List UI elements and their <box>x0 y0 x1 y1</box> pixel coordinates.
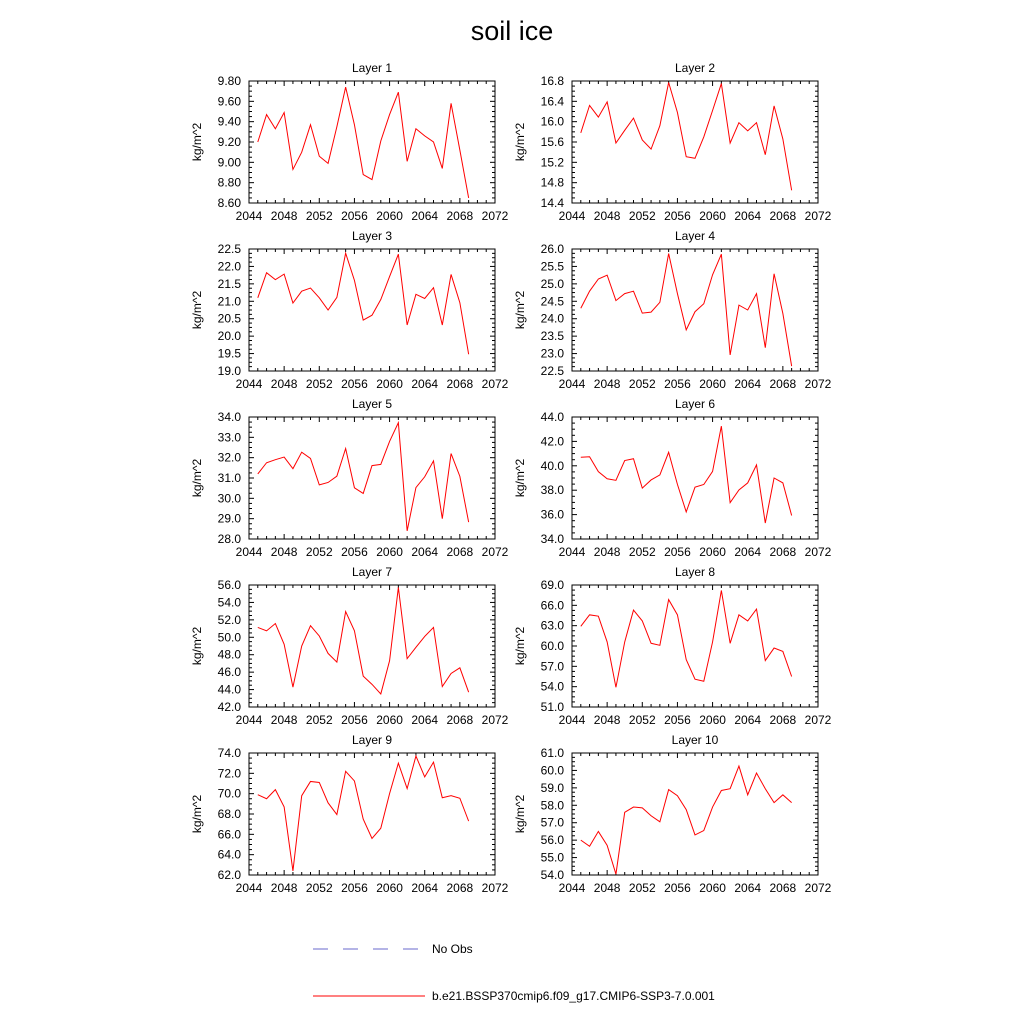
x-tick-label: 2052 <box>628 713 656 727</box>
y-tick-label: 60.0 <box>540 639 564 653</box>
x-tick-label: 2056 <box>664 209 691 223</box>
y-tick-label: 20.0 <box>217 329 241 344</box>
x-tick-label: 2072 <box>481 713 509 727</box>
series-line <box>258 423 469 531</box>
x-tick-label: 2048 <box>593 881 621 895</box>
x-tick-label: 2048 <box>270 881 298 895</box>
x-tick-label: 2068 <box>769 545 797 559</box>
x-tick-label: 2048 <box>270 545 298 559</box>
x-tick-label: 2056 <box>341 713 368 727</box>
y-tick-label: 29.0 <box>217 511 241 526</box>
series-line <box>581 426 792 523</box>
y-tick-label: 9.80 <box>217 74 241 88</box>
panel-layer-3 <box>190 229 509 391</box>
y-tick-label: 30.0 <box>217 491 241 506</box>
x-tick-label: 2060 <box>376 209 403 223</box>
panel-title: Layer 6 <box>674 397 716 411</box>
panel-title: Layer 9 <box>351 733 393 747</box>
x-tick-label: 2072 <box>804 881 832 895</box>
y-tick-label: 44.0 <box>217 682 241 697</box>
y-tick-label: 44.0 <box>540 410 564 424</box>
series-line <box>581 590 792 687</box>
x-tick-label: 2052 <box>628 881 656 895</box>
y-axis-label: kg/m^2 <box>513 794 527 834</box>
x-tick-label: 2056 <box>341 545 368 559</box>
panel-layer-7 <box>190 565 509 727</box>
panel-layer-1 <box>190 61 509 223</box>
x-tick-label: 2064 <box>411 713 439 727</box>
y-tick-label: 50.0 <box>217 630 241 645</box>
y-tick-label: 63.0 <box>540 618 564 633</box>
plot-frame <box>249 585 495 707</box>
y-tick-label: 9.40 <box>217 114 241 129</box>
x-tick-label: 2068 <box>446 209 474 223</box>
y-tick-label: 15.6 <box>540 135 564 149</box>
panel-title: Layer 7 <box>351 565 393 579</box>
x-tick-label: 2056 <box>341 881 368 895</box>
y-axis-label: kg/m^2 <box>190 122 204 162</box>
y-tick-label: 68.0 <box>217 807 241 821</box>
x-tick-label: 2068 <box>446 545 474 559</box>
y-tick-label: 19.5 <box>217 346 241 361</box>
x-tick-label: 2048 <box>270 713 298 727</box>
y-tick-label: 61.0 <box>540 746 564 760</box>
legend-model-label: b.e21.BSSP370cmip6.f09_g17.CMIP6-SSP3-7.0.001 <box>432 989 715 1003</box>
x-tick-label: 2072 <box>481 377 509 391</box>
y-axis-label: kg/m^2 <box>513 290 527 330</box>
plot-frame <box>572 753 818 875</box>
y-axis-label: kg/m^2 <box>190 626 204 666</box>
y-tick-label: 25.0 <box>540 276 564 291</box>
y-tick-label: 54.0 <box>540 868 564 882</box>
y-tick-label: 22.5 <box>540 364 564 378</box>
series-line <box>258 87 469 198</box>
y-tick-label: 51.0 <box>540 700 564 714</box>
x-tick-label: 2064 <box>411 881 439 895</box>
y-tick-label: 24.5 <box>540 294 564 309</box>
y-tick-label: 21.5 <box>217 276 241 291</box>
x-tick-label: 2060 <box>699 209 726 223</box>
x-tick-label: 2060 <box>376 377 403 391</box>
x-tick-label: 2044 <box>558 545 586 559</box>
x-tick-label: 2044 <box>235 713 263 727</box>
y-axis-label: kg/m^2 <box>190 794 204 834</box>
panel-title: Layer 10 <box>671 733 719 747</box>
panel-title: Layer 8 <box>674 565 716 579</box>
x-tick-label: 2044 <box>235 209 263 223</box>
y-tick-label: 23.5 <box>540 329 564 344</box>
y-tick-label: 21.0 <box>217 294 241 309</box>
series-line <box>581 254 792 367</box>
x-tick-label: 2056 <box>664 377 691 391</box>
x-tick-label: 2072 <box>481 209 509 223</box>
y-axis-label: kg/m^2 <box>190 290 204 330</box>
x-tick-label: 2060 <box>376 881 403 895</box>
x-tick-label: 2044 <box>558 377 586 391</box>
y-tick-label: 15.2 <box>540 155 564 170</box>
x-tick-label: 2052 <box>628 377 656 391</box>
y-tick-label: 59.0 <box>540 780 564 795</box>
x-tick-label: 2048 <box>593 545 621 559</box>
y-tick-label: 70.0 <box>217 786 241 801</box>
panel-title: Layer 4 <box>674 229 716 243</box>
y-tick-label: 25.5 <box>540 259 564 274</box>
x-tick-label: 2052 <box>628 545 656 559</box>
panel-layer-9 <box>190 733 509 895</box>
x-tick-label: 2068 <box>769 881 797 895</box>
plot-frame <box>249 249 495 371</box>
y-tick-label: 58.0 <box>540 798 564 813</box>
plot-frame <box>572 417 818 539</box>
y-tick-label: 57.0 <box>540 815 564 830</box>
x-tick-label: 2072 <box>804 377 832 391</box>
y-tick-label: 55.0 <box>540 850 564 865</box>
x-tick-label: 2052 <box>305 377 333 391</box>
panel-title: Layer 2 <box>674 61 716 75</box>
y-tick-label: 46.0 <box>217 665 241 680</box>
y-tick-label: 8.80 <box>217 175 241 190</box>
x-tick-label: 2064 <box>411 545 439 559</box>
y-tick-label: 66.0 <box>217 827 241 842</box>
legend-no-obs-label: No Obs <box>432 942 473 956</box>
y-tick-label: 54.0 <box>540 679 564 694</box>
series-line <box>258 587 469 693</box>
x-tick-label: 2068 <box>769 377 797 391</box>
x-tick-label: 2064 <box>734 209 762 223</box>
x-tick-label: 2056 <box>341 377 368 391</box>
x-tick-label: 2060 <box>699 713 726 727</box>
panel-title: Layer 1 <box>351 61 393 75</box>
x-tick-label: 2060 <box>376 545 403 559</box>
y-tick-label: 19.0 <box>217 364 241 378</box>
y-tick-label: 66.0 <box>540 598 564 613</box>
series-line <box>581 766 792 874</box>
x-tick-label: 2044 <box>558 881 586 895</box>
y-tick-label: 33.0 <box>217 430 241 445</box>
panel-layer-5 <box>190 397 509 559</box>
y-tick-label: 22.5 <box>217 242 241 256</box>
y-tick-label: 32.0 <box>217 450 241 465</box>
y-tick-label: 57.0 <box>540 659 564 674</box>
series-line <box>258 756 469 871</box>
y-tick-label: 22.0 <box>217 259 241 274</box>
x-tick-label: 2068 <box>446 377 474 391</box>
y-tick-label: 60.0 <box>540 763 564 778</box>
x-tick-label: 2068 <box>446 881 474 895</box>
y-tick-label: 9.60 <box>217 94 241 109</box>
y-tick-label: 26.0 <box>540 242 564 256</box>
figure-title: soil ice <box>470 16 554 46</box>
panel-title: Layer 5 <box>351 397 393 411</box>
x-tick-label: 2048 <box>593 209 621 223</box>
x-tick-label: 2060 <box>699 545 726 559</box>
x-tick-label: 2064 <box>734 713 762 727</box>
y-tick-label: 24.0 <box>540 311 564 326</box>
x-tick-label: 2048 <box>593 713 621 727</box>
plot-frame <box>572 81 818 203</box>
y-tick-label: 74.0 <box>217 746 241 760</box>
y-tick-label: 34.0 <box>217 410 241 424</box>
y-axis-label: kg/m^2 <box>513 122 527 162</box>
plot-frame <box>572 249 818 371</box>
y-tick-label: 8.60 <box>217 196 241 210</box>
x-tick-label: 2068 <box>446 713 474 727</box>
y-axis-label: kg/m^2 <box>513 458 527 498</box>
x-tick-label: 2064 <box>734 377 762 391</box>
y-tick-label: 52.0 <box>217 612 241 627</box>
x-tick-label: 2052 <box>305 545 333 559</box>
x-tick-label: 2064 <box>411 377 439 391</box>
y-tick-label: 56.0 <box>217 578 241 592</box>
x-tick-label: 2052 <box>305 881 333 895</box>
series-line <box>581 83 792 191</box>
x-tick-label: 2060 <box>376 713 403 727</box>
y-tick-label: 23.0 <box>540 346 564 361</box>
y-tick-label: 16.8 <box>540 74 564 88</box>
y-tick-label: 48.0 <box>217 647 241 662</box>
x-tick-label: 2072 <box>804 713 832 727</box>
plot-frame <box>249 753 495 875</box>
y-tick-label: 54.0 <box>217 595 241 610</box>
x-tick-label: 2048 <box>593 377 621 391</box>
x-tick-label: 2064 <box>734 545 762 559</box>
y-tick-label: 20.5 <box>217 311 241 326</box>
x-tick-label: 2056 <box>341 209 368 223</box>
y-tick-label: 31.0 <box>217 471 241 485</box>
x-tick-label: 2064 <box>734 881 762 895</box>
y-tick-label: 36.0 <box>540 507 564 522</box>
x-tick-label: 2064 <box>411 209 439 223</box>
y-tick-label: 28.0 <box>217 532 241 546</box>
x-tick-label: 2060 <box>699 377 726 391</box>
y-tick-label: 38.0 <box>540 483 564 498</box>
y-tick-label: 14.4 <box>540 196 564 210</box>
plot-frame <box>572 585 818 707</box>
panel-layer-10 <box>513 733 832 895</box>
x-tick-label: 2060 <box>699 881 726 895</box>
x-tick-label: 2068 <box>769 713 797 727</box>
panel-layer-2 <box>513 61 832 223</box>
panel-title: Layer 3 <box>351 229 393 243</box>
x-tick-label: 2052 <box>305 209 333 223</box>
y-tick-label: 40.0 <box>540 458 564 473</box>
y-tick-label: 56.0 <box>540 833 564 848</box>
panel-layer-8 <box>513 565 832 727</box>
x-tick-label: 2056 <box>664 545 691 559</box>
y-tick-label: 14.8 <box>540 175 564 190</box>
x-tick-label: 2056 <box>664 881 691 895</box>
y-tick-label: 62.0 <box>217 868 241 882</box>
y-tick-label: 34.0 <box>540 532 564 546</box>
y-tick-label: 9.00 <box>217 155 241 170</box>
series-line <box>258 253 469 354</box>
y-tick-label: 16.0 <box>540 114 564 129</box>
y-tick-label: 64.0 <box>217 847 241 862</box>
legend <box>313 942 715 1003</box>
x-tick-label: 2044 <box>558 209 586 223</box>
x-tick-label: 2052 <box>628 209 656 223</box>
y-tick-label: 42.0 <box>540 434 564 449</box>
x-tick-label: 2072 <box>481 545 509 559</box>
y-tick-label: 42.0 <box>217 700 241 714</box>
panels <box>190 61 832 895</box>
x-tick-label: 2056 <box>664 713 691 727</box>
y-tick-label: 72.0 <box>217 766 241 781</box>
x-tick-label: 2044 <box>558 713 586 727</box>
x-tick-label: 2044 <box>235 545 263 559</box>
x-tick-label: 2072 <box>804 209 832 223</box>
y-tick-label: 16.4 <box>540 94 564 109</box>
y-tick-label: 69.0 <box>540 578 564 592</box>
y-tick-label: 9.20 <box>217 135 241 149</box>
x-tick-label: 2044 <box>235 881 263 895</box>
x-tick-label: 2072 <box>481 881 509 895</box>
y-axis-label: kg/m^2 <box>190 458 204 498</box>
panel-layer-6 <box>513 397 832 559</box>
plot-frame <box>249 417 495 539</box>
x-tick-label: 2044 <box>235 377 263 391</box>
y-axis-label: kg/m^2 <box>513 626 527 666</box>
panel-layer-4 <box>513 229 832 391</box>
x-tick-label: 2048 <box>270 209 298 223</box>
x-tick-label: 2068 <box>769 209 797 223</box>
x-tick-label: 2048 <box>270 377 298 391</box>
x-tick-label: 2052 <box>305 713 333 727</box>
x-tick-label: 2072 <box>804 545 832 559</box>
